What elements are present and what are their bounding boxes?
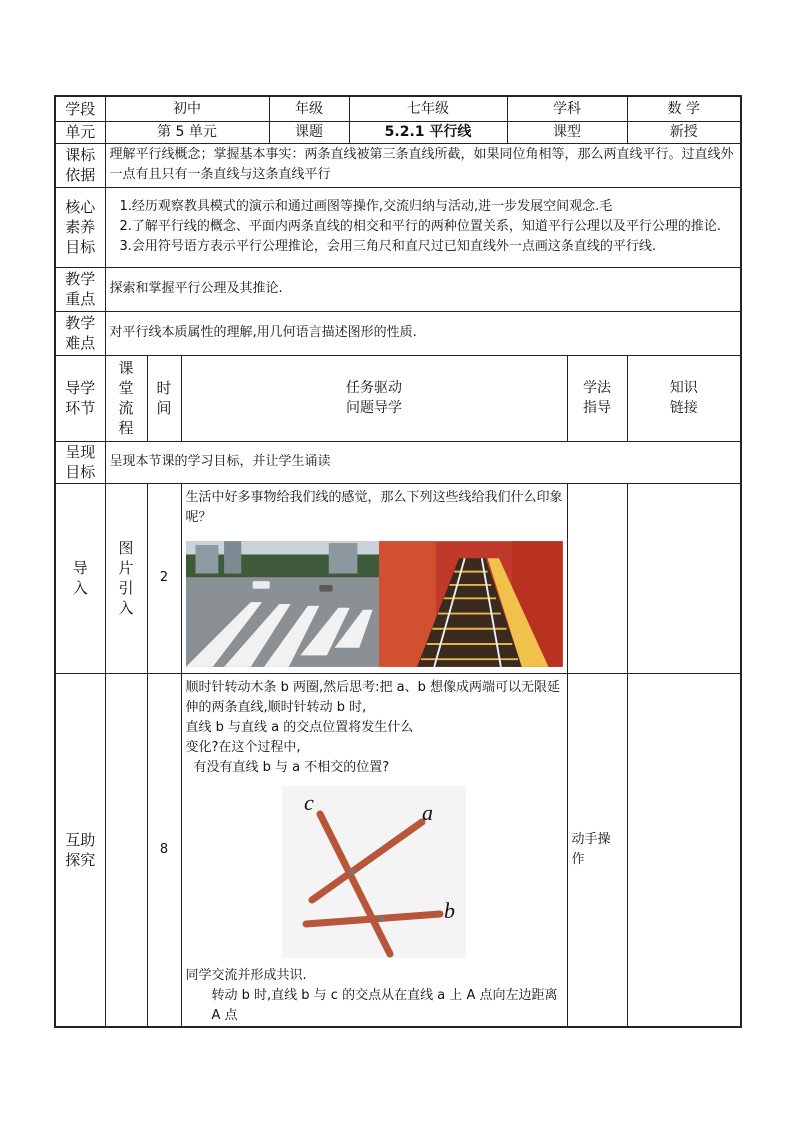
grade-value: 七年级 bbox=[349, 96, 507, 121]
rotating-sticks-diagram bbox=[282, 786, 466, 958]
col-task: 任务驱动 问题导学 bbox=[181, 355, 567, 441]
explore-time: 8 bbox=[147, 673, 181, 1027]
col-link: 知识 链接 bbox=[627, 355, 741, 441]
key-label: 教学 重点 bbox=[55, 267, 105, 311]
intro-stage: 导 入 bbox=[55, 483, 105, 673]
explore-after-1: 同学交流并形成共识. bbox=[185, 967, 307, 983]
intro-images bbox=[186, 538, 563, 670]
explore-task bbox=[181, 673, 567, 1027]
col-time: 时 间 bbox=[147, 355, 181, 441]
lesson-type-value: 新授 bbox=[627, 121, 741, 143]
explore-process bbox=[105, 673, 147, 1027]
crosswalk-photo bbox=[186, 538, 379, 670]
label-b: b bbox=[444, 897, 455, 923]
explore-para-2: 直线 b 与直线 a 的交点位置将发生什么 bbox=[185, 719, 414, 735]
core-goal-1: 1.经历观察教具模式的演示和通过画图等操作,交流归纳与活动,进一步发展空间观念.毛 bbox=[119, 199, 613, 214]
core-goal-2: 2.了解平行线的概念、平面内两条直线的相交和平行的两种位置关系，知道平行公理以及平行公理的推论. bbox=[119, 219, 722, 234]
col-process: 课 堂 流 程 bbox=[105, 355, 147, 441]
label-a: a bbox=[422, 799, 433, 825]
escalator-photo bbox=[379, 538, 563, 670]
basis-label: 课标 依据 bbox=[55, 143, 105, 187]
core-label: 核心 素养 目标 bbox=[55, 187, 105, 267]
explore-method: 动手操作 bbox=[567, 673, 627, 1027]
col-method: 学法 指导 bbox=[567, 355, 627, 441]
explore-para-3: 变化?在这个过程中, bbox=[185, 739, 301, 755]
subject-value: 数 学 bbox=[627, 96, 741, 121]
intro-method bbox=[567, 483, 627, 673]
intro-task bbox=[181, 483, 567, 673]
col-stage: 导学 环节 bbox=[55, 355, 105, 441]
label-c: c bbox=[304, 789, 314, 815]
intro-question: 生活中好多事物给我们线的感觉，那么下列这些线给我们什么印象呢？ bbox=[185, 489, 563, 525]
unit-label: 单元 bbox=[55, 121, 105, 143]
key-text: 探索和掌握平行公理及其推论. bbox=[105, 267, 741, 311]
intro-link bbox=[627, 483, 741, 673]
intro-time: 2 bbox=[147, 483, 181, 673]
core-goal-3: 3.会用符号语方表示平行公理推论，会用三角尺和直尺过已知直线外一点画这条直线的平行线. bbox=[119, 239, 657, 254]
explore-para-4: 有没有直线 b 与 a 不相交的位置? bbox=[193, 759, 390, 775]
basis-text: 理解平行线概念；掌握基本事实：两条直线被第三条直线所截，如果同位角相等，那么两直线平行。过直线外一点有且只有一条直线与这条直线平行 bbox=[105, 143, 741, 187]
intro-process: 图 片 引 入 bbox=[105, 483, 147, 673]
present-text: 呈现本节课的学习目标，并让学生诵读 bbox=[105, 441, 741, 483]
explore-link bbox=[627, 673, 741, 1027]
explore-after-2: 转动 b 时,直线 b 与 c 的交点从在直线 a 上 A 点向左边距离 A 点 bbox=[211, 987, 558, 1023]
explore-stage: 互助 探究 bbox=[55, 673, 105, 1027]
stage-value: 初中 bbox=[105, 96, 269, 121]
core-goals bbox=[105, 187, 741, 267]
difficulty-label: 教学 难点 bbox=[55, 311, 105, 355]
difficulty-text: 对平行线本质属性的理解,用几何语言描述图形的性质. bbox=[105, 311, 741, 355]
present-label: 呈现 目标 bbox=[55, 441, 105, 483]
lesson-type-label: 课型 bbox=[507, 121, 627, 143]
stage-label: 学段 bbox=[55, 96, 105, 121]
topic-value: 5.2.1 平行线 bbox=[349, 121, 507, 143]
grade-label: 年级 bbox=[269, 96, 349, 121]
topic-label: 课题 bbox=[269, 121, 349, 143]
subject-label: 学科 bbox=[507, 96, 627, 121]
lesson-plan-table bbox=[54, 95, 742, 1028]
unit-value: 第 5 单元 bbox=[105, 121, 269, 143]
explore-para-1: 顺时针转动木条 b 两圈,然后思考:把 a、b 想像成两端可以无限延伸的两条直线,顺时针转动 b 时, bbox=[185, 679, 561, 715]
